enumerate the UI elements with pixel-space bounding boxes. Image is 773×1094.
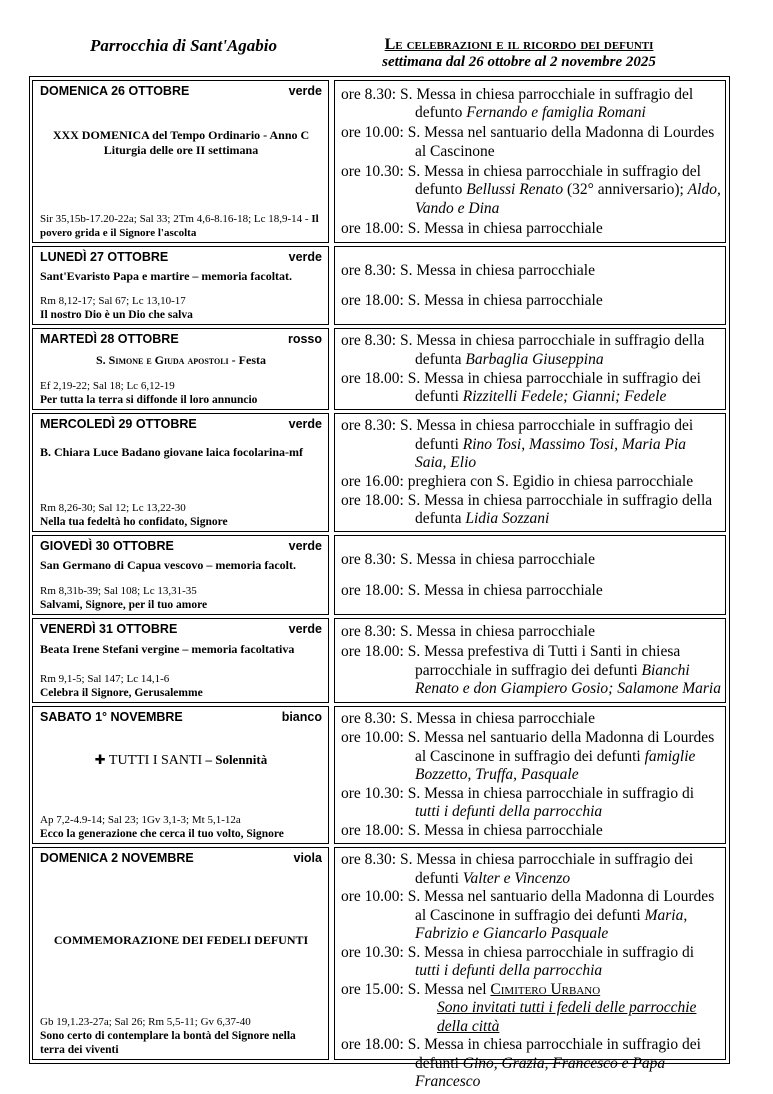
event-item: ore 8.30: S. Messa in chiesa parrocchiale in suffragio dei defunti Rino Tosi, Massimo Tosi, Maria Pia Saia, Elio: [341, 417, 694, 472]
day-title: LUNEDÌ 27 OTTOBRE: [40, 250, 169, 264]
day-title: DOMENICA 2 NOVEMBRE: [40, 851, 194, 865]
feast-name: San Germano di Capua vescovo – memoria facolt.: [40, 558, 296, 572]
liturgical-color: verde: [288, 539, 322, 553]
motto: Salvami, Signore, per il tuo amore: [40, 599, 208, 611]
liturgical-color: rosso: [287, 332, 322, 346]
day-info-saturday-1: [32, 706, 329, 844]
day-info-wednesday-29: [32, 413, 329, 532]
page-title: Le celebrazioni e il ricordo dei defunti: [384, 36, 654, 53]
day-title: DOMENICA 26 OTTOBRE: [40, 84, 190, 98]
feast-note: Liturgia delle ore II settimana: [103, 143, 259, 157]
day-title: VENERDÌ 31 OTTOBRE: [40, 622, 178, 636]
motto: Il nostro Dio è un Dio che salva: [40, 309, 193, 321]
motto: Nella tua fedeltà ho confidato, Signore: [40, 516, 228, 528]
event-item: ore 8.30: S. Messa in chiesa parrocchiale: [341, 261, 595, 279]
event-item: ore 18.00: S. Messa prefestiva di Tutti i Santi in chiesa parrocchiale in suffragio dei defunti Bianchi Renato e don Giampiero Gosio; Salamone Maria: [341, 643, 721, 698]
events-tuesday-28: [334, 328, 726, 410]
readings: Gb 19,1.23-27a; Sal 26; Rm 5,5-11; Gv 6,37-40: [40, 1016, 251, 1028]
feast-name: Beata Irene Stefani vergine – memoria facoltativa: [40, 642, 295, 656]
event-item: ore 8.30: S. Messa in chiesa parrocchiale in suffragio della defunta Barbaglia Giuseppina: [341, 332, 705, 368]
readings: Ap 7,2-4.9-14; Sal 23; 1Gv 3,1-3; Mt 5,1-12a: [40, 814, 241, 826]
day-info-tuesday-28: [32, 328, 329, 410]
readings: Sir 35,15b-17.20-22a; Sal 33; 2Tm 4,6-8.16-18; Lc 18,9-14 - Il povero grida e il Signore l'ascolta: [40, 213, 319, 239]
liturgical-color: verde: [288, 84, 322, 98]
day-info-sunday-2: [32, 847, 329, 1060]
day-info-thursday-30: [32, 535, 329, 615]
event-item: ore 10.30: S. Messa in chiesa parrocchiale in suffragio di tutti i defunti della parrocchia: [341, 943, 695, 979]
motto: Per tutta la terra si diffonde il loro annuncio: [40, 394, 258, 406]
feast-name: Sant'Evaristo Papa e martire – memoria facoltat.: [40, 269, 293, 283]
day-info-sunday-26: [32, 80, 329, 243]
day-info-friday-31: [32, 618, 329, 703]
events-thursday-30: [334, 535, 726, 615]
readings: Rm 8,31b-39; Sal 108; Lc 13,31-35: [40, 585, 197, 597]
day-info-monday-27: [32, 246, 329, 325]
liturgical-color: verde: [288, 250, 322, 264]
day-title: MARTEDÌ 28 OTTOBRE: [40, 332, 179, 346]
readings: Rm 8,26-30; Sal 12; Lc 13,22-30: [40, 502, 186, 514]
events-monday-27: [334, 246, 726, 325]
event-item: ore 8.30: S. Messa in chiesa parrocchiale in suffragio dei defunti Valter e Vincenzo: [341, 851, 694, 887]
liturgical-color: viola: [293, 851, 322, 865]
day-title: MERCOLEDÌ 29 OTTOBRE: [40, 417, 197, 431]
readings: Rm 9,1-5; Sal 147; Lc 14,1-6: [40, 673, 170, 685]
event-item: ore 8.30: S. Messa in chiesa parrocchiale: [341, 623, 595, 641]
feast-name: B. Chiara Luce Badano giovane laica focolarina-mf: [40, 445, 303, 459]
event-item: ore 8.30: S. Messa in chiesa parrocchiale in suffragio del defunto Fernando e famiglia Romani: [341, 85, 694, 122]
events-saturday-1: [334, 706, 726, 844]
event-item: ore 10.00: S. Messa nel santuario della Madonna di Lourdes al Cascinone: [341, 124, 715, 160]
event-item: ore 8.30: S. Messa in chiesa parrocchiale: [341, 710, 595, 728]
cross-icon: ✚: [94, 753, 106, 768]
day-title: SABATO 1° NOVEMBRE: [40, 710, 183, 724]
event-item: ore 18.00: S. Messa in chiesa parrocchiale: [341, 822, 603, 840]
event-item: ore 18.00: S. Messa in chiesa parrocchiale in suffragio dei defunti Gino, Grazia, Francesco e Papa Francesco: [341, 1036, 701, 1090]
events-friday-31: [334, 618, 726, 703]
day-title: GIOVEDÌ 30 OTTOBRE: [40, 539, 174, 553]
event-item: ore 10.30: S. Messa in chiesa parrocchiale in suffragio del defunto Bellussi Renato (32° anniversario); Aldo, Vando e Dina: [341, 162, 721, 217]
page-subtitle: settimana dal 26 ottobre al 2 novembre 2025: [382, 54, 656, 70]
feast-name: S. Simone e Giuda apostoli - Festa: [96, 353, 266, 367]
feast-name: ✚ TUTTI I SANTI – Solennità: [94, 752, 268, 768]
motto: Ecco la generazione che cerca il tuo volto, Signore: [40, 828, 284, 840]
event-item: ore 18.00: S. Messa in chiesa parrocchiale: [341, 219, 603, 237]
liturgical-color: verde: [288, 417, 322, 431]
page-header: [349, 36, 689, 71]
feast-name: XXX DOMENICA del Tempo Ordinario - Anno C: [52, 128, 310, 142]
event-item: ore 18.00: S. Messa in chiesa parrocchiale: [341, 291, 603, 309]
motto: Sono certo di contemplare la bontà del Signore nella terra dei viventi: [40, 1030, 296, 1056]
event-item: ore 8.30: S. Messa in chiesa parrocchiale: [341, 551, 595, 568]
event-item: ore 18.00: S. Messa in chiesa parrocchiale in suffragio dei defunti Rizzitelli Fedele; Gianni; Fedele: [341, 369, 701, 406]
events-sunday-26: [334, 80, 726, 243]
event-item: ore 18.00: S. Messa in chiesa parrocchiale: [341, 581, 603, 599]
readings: Rm 8,12-17; Sal 67; Lc 13,10-17: [40, 295, 186, 307]
event-item: ore 10.00: S. Messa nel santuario della Madonna di Lourdes al Cascinone in suffragio dei defunti famiglie Bozzetto, Truffa, Pasquale: [341, 729, 715, 784]
event-item: ore 15.00: S. Messa nel Cimitero Urbano Sono invitati tutti i fedeli delle parrocchie della città: [341, 980, 697, 1035]
event-item: ore 10.30: S. Messa in chiesa parrocchiale in suffragio di tutti i defunti della parrocchia: [341, 784, 695, 821]
motto: Il povero grida e il Signore l'ascolta: [40, 213, 319, 239]
readings: Ef 2,19-22; Sal 18; Lc 6,12-19: [40, 380, 175, 392]
event-item: ore 10.00: S. Messa nel santuario della Madonna di Lourdes al Cascinone in suffragio dei defunti Maria, Fabrizio e Giancarlo Pasquale: [341, 888, 715, 942]
events-sunday-2: [334, 847, 726, 1090]
motto: Celebra il Signore, Gerusalemme: [40, 687, 203, 699]
event-item: ore 16.00: preghiera con S. Egidio in chiesa parrocchiale: [341, 473, 694, 490]
liturgical-color: verde: [288, 622, 322, 636]
liturgical-color: bianco: [281, 710, 322, 724]
events-wednesday-29: [334, 413, 726, 532]
feast-name: COMMEMORAZIONE DEI FEDELI DEFUNTI: [53, 933, 309, 947]
event-item: ore 18.00: S. Messa in chiesa parrocchiale in suffragio della defunta Lidia Sozzani: [341, 491, 713, 528]
parish-name: Parrocchia di Sant'Agabio: [90, 36, 278, 55]
